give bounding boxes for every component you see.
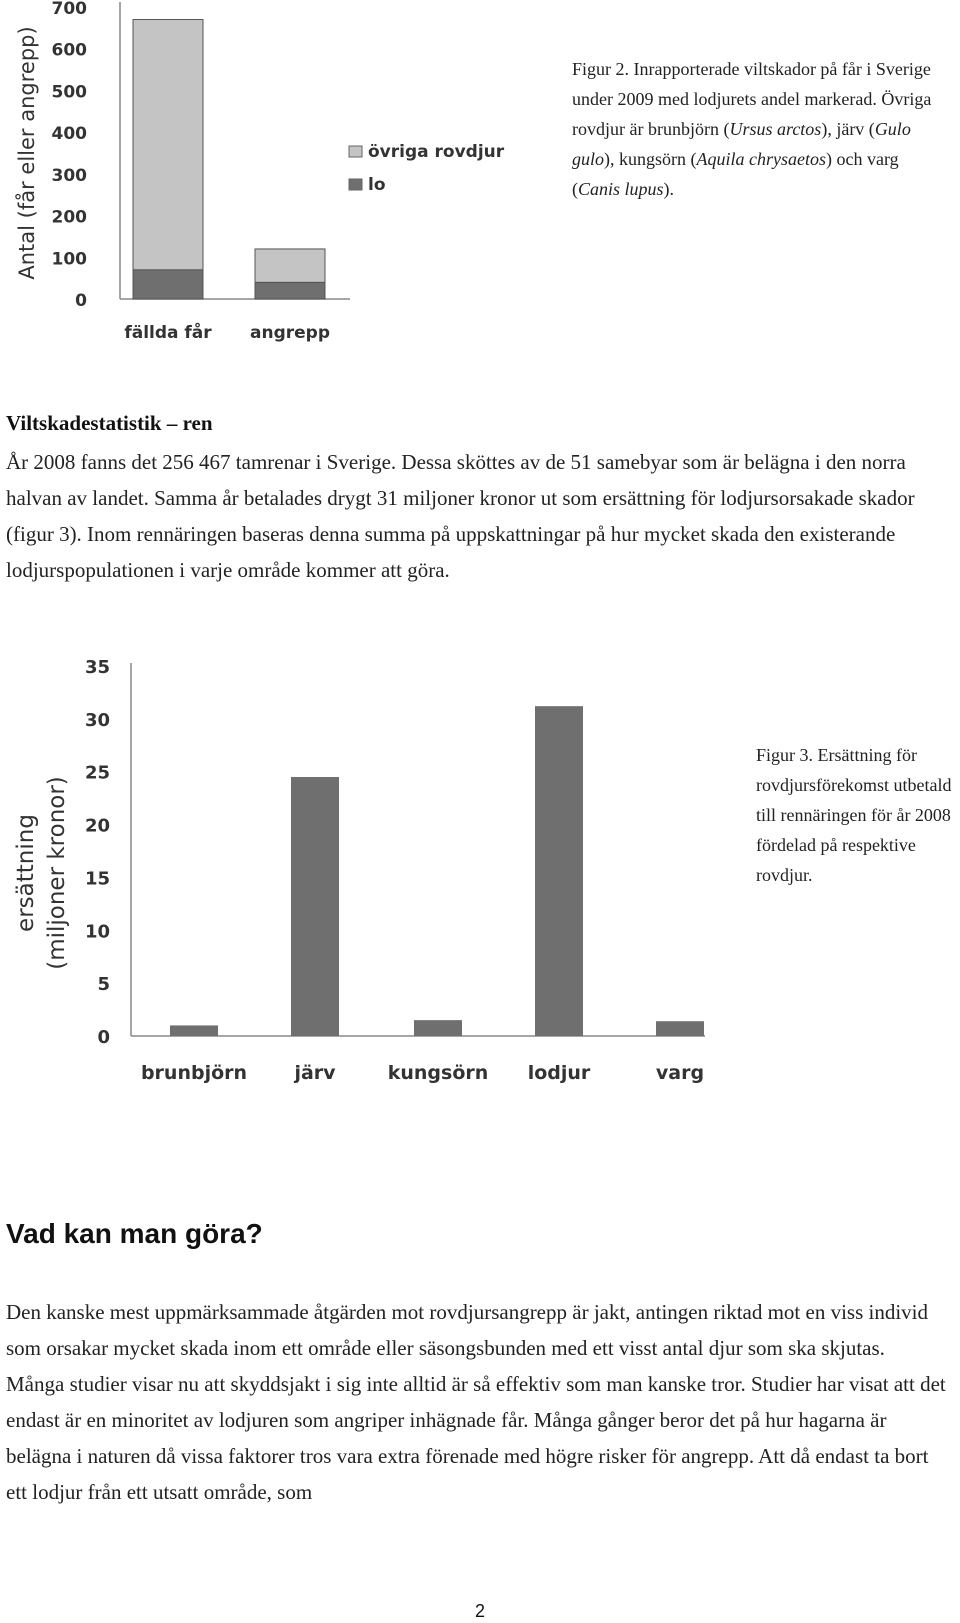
section-heading-atgarder: Vad kan man göra? [6, 1218, 263, 1249]
figure2-caption [572, 54, 932, 204]
figure2-chart [0, 0, 540, 360]
bar-lodjur [535, 706, 583, 1036]
legend-label: lo [368, 175, 386, 195]
y-axis-label: Antal (får eller angrepp) [15, 26, 39, 280]
y-tick-label: 30 [84, 709, 110, 731]
caption-text: ), kungsörn ( [604, 149, 697, 169]
section-heading-ren: Viltskadestatistik – ren [6, 411, 213, 435]
x-category-label: brunbjörn [140, 1062, 248, 1084]
caption-species-italic: Aquila chrysaetos [696, 149, 826, 169]
x-category-label: järv [294, 1062, 336, 1084]
caption-species-italic: Canis lupus [578, 179, 664, 199]
y-tick-label: 0 [75, 291, 87, 311]
y-tick-label: 400 [51, 124, 87, 145]
y-tick-label: 5 [97, 974, 110, 996]
bar-segment-lo [255, 282, 325, 299]
y-tick-label: 20 [84, 815, 110, 837]
bar-järv [291, 777, 339, 1036]
y-tick-label: 300 [51, 165, 87, 186]
section-paragraph-ren: År 2008 fanns det 256 467 tamrenar i Sverige. Dessa sköttes av de 51 samebyar som är belägna i den norra halvan av landet. Samma år betalades drygt 31 miljoner kronor ut som ersättning för lodjursorsakade skador (figur 3). Inom rennäringen baseras denna summa på uppskattningar på hur mycket skada den existerande lodjurspopulationen i varje område kommer att göra. [6, 450, 915, 582]
caption-text: ). [663, 179, 675, 199]
x-category-label: angrepp [250, 323, 330, 343]
bar-kungsörn [414, 1020, 462, 1036]
legend-swatch [349, 146, 362, 157]
x-category-label: kungsörn [387, 1062, 489, 1084]
x-category-label: varg [655, 1062, 705, 1084]
y-tick-label: 200 [51, 207, 87, 228]
caption-text: ) och varg ( [572, 149, 899, 199]
y-tick-label: 500 [51, 82, 87, 103]
figure3-chart [0, 655, 735, 1105]
y-axis-label-line2: (miljoner kronor) [44, 776, 70, 970]
caption-species-italic: Gulo gulo [572, 119, 911, 169]
bar-brunbjörn [170, 1025, 218, 1036]
y-tick-label: 25 [84, 762, 110, 784]
section-paragraph-atgarder: Den kanske mest uppmärksammade åtgärden mot rovdjursangrepp är jakt, antingen riktad mot en viss individ som orsakar mycket skada inom ett område eller säsongsbunden med ett visst antal djur som ska skjutas. Många studier visar nu att skyddsjakt i sig inte alltid är så effektiv som man kanske tror. Studier har visat att det endast är en minoritet av lodjuren som angriper inhägnade får. Många gånger beror det på hur hagarna är belägna i naturen då vissa faktorer tros vara extra förenade med högre risker för angrepp. Att då endast ta bort ett lodjur från ett utsatt område, som [6, 1300, 946, 1504]
y-tick-label: 0 [97, 1027, 110, 1048]
caption-text: Figur 2. Inrapporterade viltskador på får i Sverige under 2009 med lodjurets andel markerad. Övriga rovdjur är brunbjörn ( [572, 59, 932, 139]
y-tick-label: 35 [84, 657, 110, 678]
y-axis-label-line1: ersättning [13, 814, 39, 932]
x-category-label: fällda får [124, 323, 212, 343]
y-tick-label: 700 [51, 0, 87, 19]
x-category-label: lodjur [527, 1062, 591, 1084]
y-tick-label: 10 [84, 921, 110, 943]
legend-swatch [349, 179, 362, 190]
bar-segment-lo [133, 270, 203, 299]
bar-segment-övriga-rovdjur [133, 20, 203, 270]
y-tick-label: 15 [84, 868, 110, 890]
caption-species-italic: Ursus arctos [729, 119, 822, 139]
bar-segment-övriga-rovdjur [255, 249, 325, 282]
caption-text: ), järv ( [821, 119, 875, 139]
page-number: 2 [474, 1601, 485, 1621]
figure3-caption: Figur 3. Ersättning för rovdjursförekomst utbetald till rennäringen för år 2008 fördelad på respektive rovdjur. [756, 745, 952, 885]
legend-label: övriga rovdjur [368, 142, 505, 162]
bar-varg [656, 1021, 704, 1036]
y-tick-label: 600 [51, 40, 87, 61]
y-tick-label: 100 [51, 249, 87, 270]
